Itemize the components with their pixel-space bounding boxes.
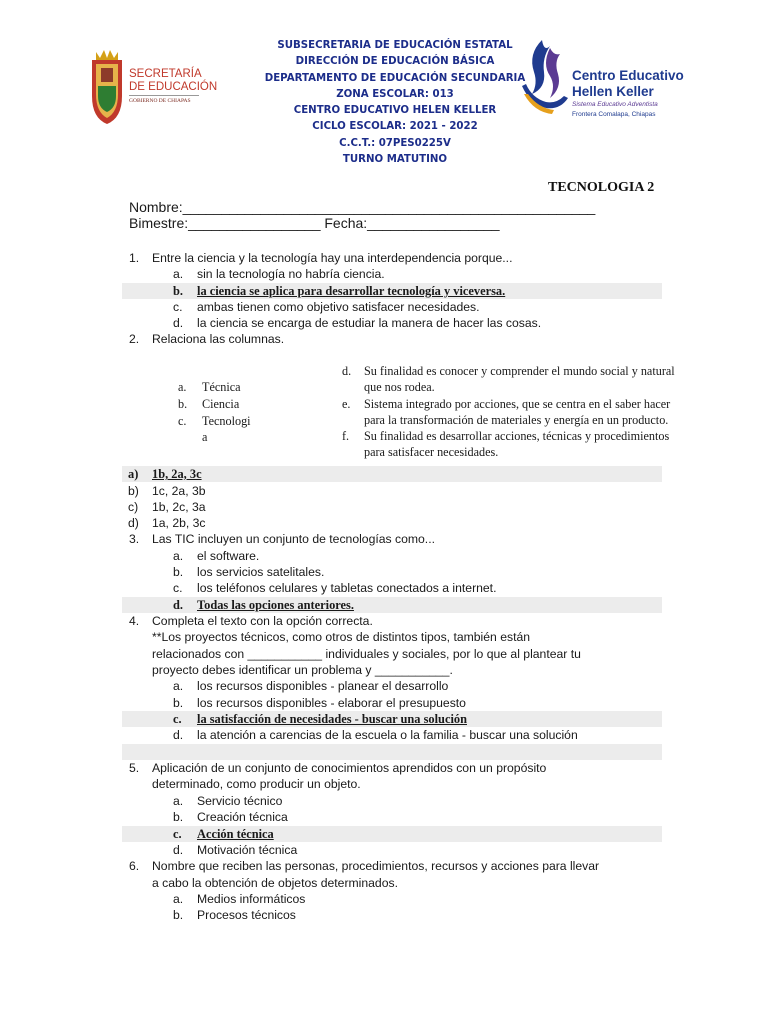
option-text: la satisfacción de necesidades - buscar una solución <box>197 712 467 726</box>
col-right-item-wrap: para satisfacer necesidades. <box>364 445 499 459</box>
header-line-3: DEPARTAMENTO DE EDUCACIÓN SECUNDARIA <box>264 72 526 84</box>
option-text: Acción técnica <box>197 827 274 841</box>
option-letter: b. <box>173 908 184 922</box>
q5-option-d[interactable] <box>122 842 662 858</box>
option-letter: c) <box>128 500 139 514</box>
option-text: el software. <box>197 549 260 563</box>
option-text: Motivación técnica <box>197 843 298 857</box>
option-text: 1b, 2c, 3a <box>152 500 206 514</box>
option-letter: b. <box>173 696 184 710</box>
q6-text: Nombre que reciben las personas, procedimientos, recursos y acciones para llevar <box>152 859 600 873</box>
q4-option-a[interactable] <box>122 678 662 694</box>
option-letter: d. <box>173 316 184 330</box>
option-text: ambas tienen como objetivo satisfacer necesidades. <box>197 300 480 314</box>
q4-paragraph: proyecto debes identificar un problema y ___________. <box>152 663 453 677</box>
option-letter: d. <box>173 843 184 857</box>
question-5 <box>122 760 662 776</box>
header-line-6: CICLO ESCOLAR: 2021 - 2022 <box>312 121 478 133</box>
col-left-item: Tecnologi <box>202 414 251 428</box>
option-text: los recursos disponibles - planear el desarrollo <box>197 679 449 693</box>
q4-option-c-correct[interactable] <box>122 711 662 727</box>
q4-paragraph: relacionados con ___________ individuales y sociales, por lo que al plantear tu <box>152 647 581 661</box>
q5-option-a[interactable] <box>122 793 662 809</box>
logo-left-line1: SECRETARÍA <box>129 68 202 80</box>
blank-highlight-row <box>122 744 662 760</box>
logo-left-line3: GOBIERNO DE CHIAPAS <box>129 98 191 104</box>
option-text: Creación técnica <box>197 810 288 824</box>
option-text: la ciencia se aplica para desarrollar tecnología y viceversa. <box>197 284 506 298</box>
option-text: Medios informáticos <box>197 892 306 906</box>
q5-option-c-correct[interactable] <box>122 826 662 842</box>
logo-divider <box>129 95 199 96</box>
q4-paragraph-line-3 <box>122 662 662 678</box>
col-right-letter: f. <box>342 429 350 443</box>
question-5-cont <box>122 776 662 792</box>
question-4 <box>122 613 662 629</box>
q4-paragraph-line-1 <box>122 629 662 645</box>
option-letter: c. <box>173 827 182 841</box>
option-letter: c. <box>173 581 183 595</box>
flame-hands-icon <box>520 38 570 116</box>
option-text: sin la tecnología no habría ciencia. <box>197 267 385 281</box>
col-left-item: Ciencia <box>202 397 240 411</box>
option-text: Procesos técnicos <box>197 908 296 922</box>
q2-option-b[interactable] <box>122 483 662 499</box>
option-text: la atención a carencias de la escuela o la familia - buscar una solución <box>197 728 578 742</box>
option-letter: b) <box>128 484 139 498</box>
q6-option-b[interactable] <box>122 907 662 923</box>
q3-number: 3. <box>129 532 140 546</box>
q5-number: 5. <box>129 761 140 775</box>
nombre-field[interactable]: Nombre:_____________________________________________________ <box>129 199 596 215</box>
q4-option-b[interactable] <box>122 695 662 711</box>
header-line-5: CENTRO EDUCATIVO HELEN KELLER <box>293 105 497 117</box>
option-text: 1b, 2a, 3c <box>152 467 202 481</box>
q6-text-2: a cabo la obtención de objetos determinados. <box>152 876 398 890</box>
q1-option-d[interactable] <box>122 315 662 331</box>
col-left-item-wrap: a <box>202 430 208 444</box>
bimestre-fecha-field[interactable]: Bimestre:_________________ Fecha:_________________ <box>129 215 500 231</box>
q4-paragraph: **Los proyectos técnicos, como otros de distintos tipos, también están <box>152 630 531 644</box>
option-text: los servicios satelitales. <box>197 565 325 579</box>
col-left-letter: b. <box>178 397 188 411</box>
secretaria-educacion-logo <box>86 46 218 128</box>
header-line-4: ZONA ESCOLAR: 013 <box>336 88 454 100</box>
q4-option-d[interactable] <box>122 727 662 743</box>
option-letter: a. <box>173 267 184 281</box>
col-right-item-wrap: para la transformación de materiales y energía en un producto. <box>364 413 669 427</box>
q6-option-a[interactable] <box>122 891 662 907</box>
q3-option-b[interactable] <box>122 564 662 580</box>
col-right-item: Su finalidad es desarrollar acciones, técnicas y procedimientos <box>364 429 670 443</box>
q2-text: Relaciona las columnas. <box>152 332 285 346</box>
q1-option-a[interactable] <box>122 266 662 282</box>
question-3 <box>122 531 662 547</box>
q4-paragraph-line-2 <box>122 646 662 662</box>
q2-option-c[interactable] <box>122 499 662 515</box>
option-letter: b. <box>173 284 183 298</box>
option-text: Servicio técnico <box>197 794 283 808</box>
school-header <box>264 38 526 168</box>
question-1 <box>122 250 662 266</box>
helen-keller-logo <box>520 38 684 124</box>
option-letter: c. <box>173 712 182 726</box>
logo-right-line1: Centro Educativo <box>572 68 684 83</box>
option-letter: a. <box>173 794 184 808</box>
option-text: los teléfonos celulares y tabletas conectados a internet. <box>197 581 497 595</box>
q1-option-b-correct[interactable] <box>122 283 662 299</box>
option-letter: d. <box>173 598 183 612</box>
header-line-7: C.C.T.: 07PES0225V <box>339 137 451 149</box>
logo-right-line4: Frontera Comalapa, Chiapas <box>572 111 656 118</box>
col-left-item: Técnica <box>202 380 241 394</box>
option-letter: b. <box>173 565 184 579</box>
option-letter: b. <box>173 810 184 824</box>
question-6-cont <box>122 875 662 891</box>
option-text: la ciencia se encarga de estudiar la manera de hacer las cosas. <box>197 316 542 330</box>
option-letter: a. <box>173 549 184 563</box>
option-letter: d. <box>173 728 184 742</box>
col-right-letter: e. <box>342 397 351 411</box>
col-right-letter: d. <box>342 364 352 378</box>
option-letter: c. <box>173 300 183 314</box>
q3-option-d-correct[interactable] <box>122 597 662 613</box>
col-left-letter: c. <box>178 414 187 428</box>
option-text: los recursos disponibles - elaborar el presupuesto <box>197 696 466 710</box>
option-letter: a. <box>173 892 184 906</box>
subject-title: TECNOLOGIA 2 <box>548 180 655 195</box>
logo-left-line2: DE EDUCACIÓN <box>129 81 218 93</box>
q5-text-2: determinado, como producir un objeto. <box>152 777 361 791</box>
q1-option-c[interactable] <box>122 299 662 315</box>
option-letter: a. <box>173 679 184 693</box>
q1-number: 1. <box>129 251 140 265</box>
q3-option-a[interactable] <box>122 548 662 564</box>
option-letter: d) <box>128 516 139 530</box>
logo-right-line2: Hellen Keller <box>572 84 654 99</box>
option-letter: a) <box>128 467 139 481</box>
q4-number: 4. <box>129 614 140 628</box>
q2-number: 2. <box>129 332 140 346</box>
logo-right-line3: Sistema Educativo Adventista <box>572 101 658 108</box>
col-right-item-wrap: que nos rodea. <box>364 380 435 394</box>
q3-option-c[interactable] <box>122 580 662 596</box>
option-text: 1a, 2b, 3c <box>152 516 206 530</box>
question-6 <box>122 858 662 874</box>
q5-text: Aplicación de un conjunto de conocimientos aprendidos con un propósito <box>152 761 547 775</box>
option-text: 1c, 2a, 3b <box>152 484 206 498</box>
col-right-item: Su finalidad es conocer y comprender el mundo social y natural <box>364 364 675 378</box>
q6-number: 6. <box>129 859 140 873</box>
header-line-8: TURNO MATUTINO <box>342 154 448 166</box>
q5-option-b[interactable] <box>122 809 662 825</box>
header-line-2: DIRECCIÓN DE EDUCACIÓN BÁSICA <box>295 56 495 68</box>
q1-text: Entre la ciencia y la tecnología hay una interdependencia porque... <box>152 251 513 265</box>
q3-text: Las TIC incluyen un conjunto de tecnologías como... <box>152 532 435 546</box>
q2-option-d[interactable] <box>122 515 662 531</box>
q2-option-a-correct[interactable] <box>122 466 662 482</box>
col-right-item: Sistema integrado por acciones, que se centra en el saber hacer <box>364 397 671 411</box>
col-left-letter: a. <box>178 380 187 394</box>
question-2 <box>122 331 662 347</box>
header-line-1: SUBSECRETARIA DE EDUCACIÓN ESTATAL <box>277 40 513 51</box>
option-text: Todas las opciones anteriores. <box>197 598 354 612</box>
q4-text: Completa el texto con la opción correcta. <box>152 614 373 628</box>
